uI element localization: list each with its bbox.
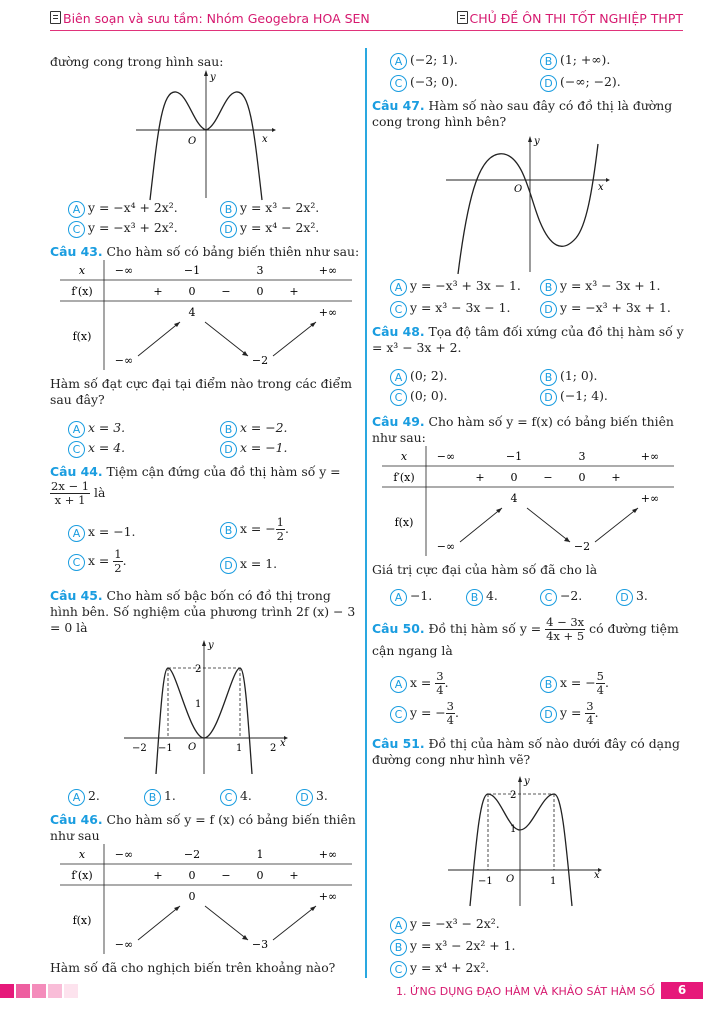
g51-x-label: x (594, 870, 600, 881)
q48-option-b[interactable]: B (1; 0). (540, 368, 598, 386)
q48-option-a[interactable]: A (0; 2). (390, 368, 448, 386)
t49-sign-1: + (475, 471, 485, 484)
q43-option-d[interactable]: D x = −1. (220, 440, 287, 458)
q45-option-d[interactable]: D 3. (296, 788, 328, 806)
t49-sign-3: − (543, 471, 553, 484)
q46-text: Câu 46. Cho hàm số y = f (x) có bảng biến thiên như sau (50, 812, 356, 843)
t43-fval-1: 4 (188, 306, 196, 319)
g47-y-label: y (534, 136, 540, 147)
g47-x-label: x (598, 182, 604, 193)
t46-fval-1: 0 (188, 890, 196, 903)
t46-fval-4: −3 (251, 938, 269, 951)
t49-fval-3: −∞ (436, 540, 456, 553)
q47-option-b[interactable]: B y = x³ − 3x + 1. (540, 278, 660, 296)
t43-x-3: 3 (256, 264, 264, 277)
q47-option-d[interactable]: D y = −x³ + 3x + 1. (540, 300, 671, 318)
g45-xtick-neg1: −1 (158, 743, 173, 754)
t49-fprime-label: f′(x) (393, 471, 415, 484)
t46-x-3: 1 (256, 848, 264, 861)
g45-ytick-1: 1 (195, 699, 202, 710)
footer-square (16, 984, 30, 998)
q42-option-d[interactable]: D y = x⁴ − 2x². (220, 220, 319, 238)
q47-text: Câu 47. Hàm số nào sau đây có đồ thị là đường cong trong hình bên? (372, 98, 673, 129)
t46-sign-1: + (153, 869, 163, 882)
t49-f-label: f(x) (394, 516, 414, 529)
q49-option-a[interactable]: A −1. (390, 588, 432, 606)
g51-y-label: y (524, 776, 530, 787)
q43-after-text: Hàm số đạt cực đại tại điểm nào trong các điểm sau đây? (50, 376, 352, 407)
t43-x-1: −∞ (114, 264, 134, 277)
t43-sign-3: − (221, 285, 231, 298)
q44-fraction: $\frac{2x - 1}{x + 1}$ (51, 479, 90, 507)
g45-y-label: y (208, 640, 214, 651)
g51-xtick-neg1: −1 (478, 876, 493, 887)
g42-x-label: x (262, 134, 268, 145)
variation-table-q46 (60, 844, 352, 954)
q43-option-c[interactable]: C x = 4. (68, 440, 125, 458)
g45-ytick-2: 2 (195, 664, 202, 675)
q51-option-c[interactable]: C y = x⁴ + 2x². (390, 960, 489, 978)
t43-fval-2: +∞ (318, 306, 338, 319)
g42-y-label: y (210, 72, 216, 83)
graph-q47 (444, 134, 614, 274)
graph-q42 (136, 70, 276, 202)
q44-option-c[interactable]: C x = $\frac{1}{2}$ . (68, 548, 127, 575)
g45-xtick-2: 2 (270, 743, 277, 754)
t49-fval-2: +∞ (640, 492, 660, 505)
t43-sign-4: 0 (256, 285, 264, 298)
q50-option-d[interactable]: D y = $\frac{3}{4}$ . (540, 700, 599, 727)
q43-option-b[interactable]: B x = −2. (220, 420, 287, 438)
g51-ytick-2: 2 (510, 790, 517, 801)
q44-fraction-line: $\frac{2x - 1}{x + 1}$ là (51, 479, 106, 507)
t46-sign-5: + (289, 869, 299, 882)
header-right-text: CHỦ ĐỀ ÔN THI TỐT NGHIỆP THPT (469, 11, 683, 26)
q48-option-c[interactable]: C (0; 0). (390, 388, 448, 406)
q50-text: Câu 50. Đồ thị hàm số y = $\frac{4 - 3x}{4x + 5}$ có đường tiệm cận ngang là (372, 615, 679, 658)
g51-xtick-1: 1 (550, 876, 557, 887)
q47-option-c[interactable]: C y = x³ − 3x − 1. (390, 300, 510, 318)
footer-square (0, 984, 14, 998)
g45-x-label: x (280, 738, 286, 749)
q49-option-d[interactable]: D 3. (616, 588, 648, 606)
q45-text: Câu 45. Cho hàm số bậc bốn có đồ thị trong hình bên. Số nghiệm của phương trình 2f (x) − 3 = 0 là (50, 588, 356, 635)
page-header (50, 8, 683, 31)
g47-origin-label: O (514, 184, 523, 195)
t43-sign-1: + (153, 285, 163, 298)
t43-x-2: −1 (183, 264, 201, 277)
column-separator (365, 48, 367, 978)
q44-option-a[interactable]: A x = −1. (68, 524, 135, 542)
t43-x-4: +∞ (318, 264, 338, 277)
q46-option-d[interactable]: D (−∞; −2). (540, 74, 621, 92)
t49-sign-2: 0 (510, 471, 518, 484)
t46-x-1: −∞ (114, 848, 134, 861)
t49-x-2: −1 (505, 450, 523, 463)
footer-square (32, 984, 46, 998)
q44-option-d[interactable]: D x = 1. (220, 556, 277, 574)
t49-x-1: −∞ (436, 450, 456, 463)
variation-table-q43 (60, 260, 352, 370)
t43-sign-2: 0 (188, 285, 196, 298)
t49-x-4: +∞ (640, 450, 660, 463)
q42-option-c[interactable]: C y = −x³ + 2x². (68, 220, 178, 238)
footer-square (64, 984, 78, 998)
q51-option-a[interactable]: A y = −x³ − 2x². (390, 916, 500, 934)
t46-fval-2: +∞ (318, 890, 338, 903)
t46-x-label: x (78, 848, 86, 861)
g42-origin-label: O (188, 136, 197, 147)
document-icon (457, 11, 468, 24)
q45-option-c[interactable]: C 4. (220, 788, 252, 806)
t46-f-label: f(x) (72, 914, 92, 927)
t49-fval-4: −2 (573, 540, 591, 553)
t49-x-3: 3 (578, 450, 586, 463)
t49-x-label: x (400, 450, 408, 463)
q48-option-d[interactable]: D (−1; 4). (540, 388, 608, 406)
page-number: 6 (661, 982, 703, 999)
t46-sign-4: 0 (256, 869, 264, 882)
t46-x-2: −2 (183, 848, 201, 861)
q50-fraction: $\frac{4 - 3x}{4x + 5}$ (546, 615, 585, 643)
q51-option-b[interactable]: B y = x³ − 2x² + 1. (390, 938, 515, 956)
q46-after-text: Hàm số đã cho nghịch biến trên khoảng nào? (50, 960, 336, 975)
q46-option-b[interactable]: B (1; +∞). (540, 52, 610, 70)
g51-origin-label: O (506, 874, 515, 885)
q47-option-a[interactable]: A y = −x³ + 3x − 1. (390, 278, 521, 296)
q50-option-b[interactable]: B x = − $\frac{5}{4}$ . (540, 670, 609, 697)
intro-text: đường cong trong hình sau: (50, 54, 224, 69)
header-left-text: Biên soạn và sưu tầm: Nhóm Geogebra HOA SEN (63, 11, 370, 26)
t43-fprime-label: f′(x) (71, 285, 93, 298)
t46-fprime-label: f′(x) (71, 869, 93, 882)
t46-x-4: +∞ (318, 848, 338, 861)
t46-fval-3: −∞ (114, 938, 134, 951)
g45-xtick-1: 1 (236, 743, 243, 754)
q42-option-b[interactable]: B y = x³ − 2x². (220, 200, 319, 218)
t49-sign-4: 0 (578, 471, 586, 484)
t43-fval-4: −2 (251, 354, 269, 367)
q42-option-a[interactable]: A y = −x⁴ + 2x². (68, 200, 178, 218)
page-footer (0, 982, 725, 1002)
q49-after-text: Giá trị cực đại của hàm số đã cho là (372, 562, 598, 577)
graph-q51 (446, 774, 606, 910)
q45-option-a[interactable]: A 2. (68, 788, 100, 806)
t43-f-label: f(x) (72, 330, 92, 343)
footer-section-title: 1. ỨNG DỤNG ĐẠO HÀM VÀ KHẢO SÁT HÀM SỐ (396, 985, 655, 998)
q44-option-b[interactable]: B x = − $\frac{1}{2}$ . (220, 516, 289, 543)
t43-sign-5: + (289, 285, 299, 298)
graph-q45 (120, 638, 290, 778)
g51-ytick-1: 1 (510, 824, 517, 835)
q50-option-a[interactable]: A x = $\frac{3}{4}$ . (390, 670, 449, 697)
g45-xtick-neg2: −2 (132, 743, 147, 754)
t43-fval-3: −∞ (114, 354, 134, 367)
variation-table-q49 (382, 446, 674, 556)
t49-sign-5: + (611, 471, 621, 484)
t49-fval-1: 4 (510, 492, 518, 505)
q46-option-a[interactable]: A (−2; 1). (390, 52, 458, 70)
q45-option-b[interactable]: B 1. (144, 788, 176, 806)
t46-sign-2: 0 (188, 869, 196, 882)
footer-square (48, 984, 62, 998)
q49-option-b[interactable]: B 4. (466, 588, 498, 606)
q46-option-c[interactable]: C (−3; 0). (390, 74, 458, 92)
q49-text: Câu 49. Cho hàm số y = f(x) có bảng biến thiên như sau: (372, 414, 674, 445)
g45-origin-label: O (188, 742, 197, 753)
q51-text: Câu 51. Đồ thị của hàm số nào dưới đây có dạng đường cong như hình vẽ? (372, 736, 680, 767)
t43-x-label: x (78, 264, 86, 277)
document-icon (50, 11, 61, 24)
q44-text: Câu 44. Tiệm cận đứng của đồ thị hàm số y = (50, 464, 341, 479)
q49-option-c[interactable]: C −2. (540, 588, 582, 606)
q43-option-a[interactable]: A x = 3. (68, 420, 125, 438)
q50-option-c[interactable]: C y = − $\frac{3}{4}$ . (390, 700, 459, 727)
q48-text: Câu 48. Tọa độ tâm đối xứng của đồ thị hàm số y = x³ − 3x + 2. (372, 324, 684, 355)
t46-sign-3: − (221, 869, 231, 882)
q43-text: Câu 43. Cho hàm số có bảng biến thiên như sau: (50, 244, 360, 259)
